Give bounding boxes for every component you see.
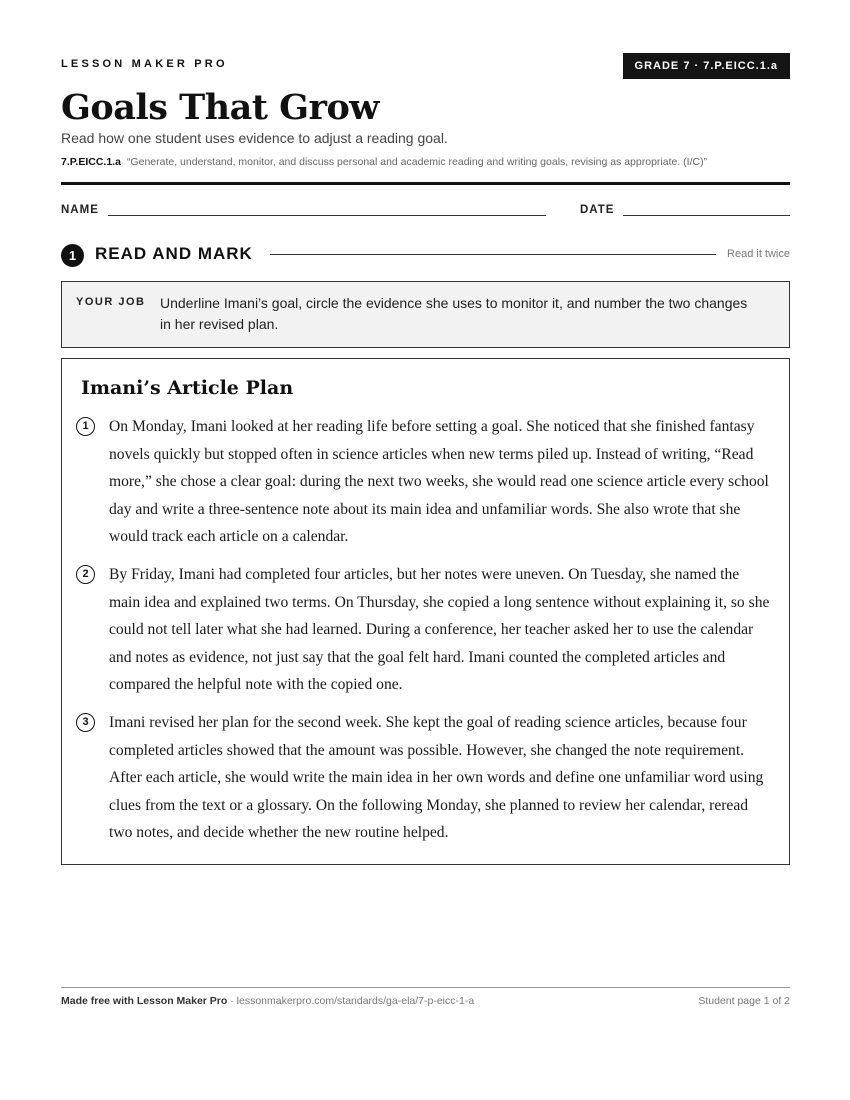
footer-page-number: Student page 1 of 2	[698, 995, 790, 1007]
page-subtitle: Read how one student uses evidence to adjust a reading goal.	[61, 130, 448, 146]
standard-text: “Generate, understand, monitor, and discuss personal and academic reading and writing goals, revising as appropriate. (I/C)”	[126, 156, 708, 168]
header-divider	[61, 182, 790, 185]
section-header	[61, 243, 790, 265]
footer-separator: ·	[227, 995, 237, 1007]
name-date-row	[61, 204, 790, 218]
section-number-badge: 1	[61, 244, 84, 267]
footer-url[interactable]: lessonmakerpro.com/standards/ga-ela/7-p-eicc-1-a	[236, 995, 475, 1007]
brand-name: LESSON MAKER PRO	[61, 58, 228, 70]
section-rule	[270, 254, 716, 255]
your-job-text: Underline Imani’s goal, circle the evidence she uses to monitor it, and number the two changes in her revised plan.	[160, 295, 748, 332]
top-bar	[61, 53, 790, 79]
standard-line	[61, 156, 790, 168]
worksheet-page	[61, 0, 790, 1100]
section-title: READ AND MARK	[95, 244, 253, 263]
your-job-box	[61, 281, 790, 348]
grade-badge: GRADE 7 · 7.P.EICC.1.a	[623, 53, 790, 79]
article-box	[61, 358, 790, 865]
name-label: NAME	[61, 204, 99, 216]
paragraph-number-3: 3	[76, 713, 95, 732]
paragraph-number-1: 1	[76, 417, 95, 436]
section-hint: Read it twice	[727, 248, 790, 260]
paragraph-text-1: On Monday, Imani looked at her reading life before setting a goal. She noticed that she finished fantasy novels quickly but stopped often in science articles when new terms piled up. Instead of writing, “Read more,” she chose a clear goal: during the next two weeks, she would read one science article every school day and write a three-sentence note about its main idea and unfamiliar words. She also wrote that she would track each article on a calendar.	[109, 418, 769, 545]
your-job-label: YOUR JOB	[76, 296, 146, 308]
footer-made-with: Made free with Lesson Maker Pro	[61, 995, 228, 1007]
name-field[interactable]	[108, 215, 546, 216]
standard-code: 7.P.EICC.1.a	[61, 156, 121, 168]
footer-credit	[61, 995, 474, 1007]
date-label: DATE	[580, 204, 615, 216]
paragraph-text-3: Imani revised her plan for the second week. She kept the goal of reading science articles, because four completed articles showed that the amount was possible. However, she changed the note requirement. After each article, she would write the main idea in her own words and define one unfamiliar word using clues from the text or a glossary. On the following Monday, she planned to review her calendar, reread two notes, and decide whether the new routine helped.	[109, 714, 764, 841]
article-title: Imani’s Article Plan	[81, 377, 294, 399]
date-field[interactable]	[623, 215, 790, 216]
footer-divider	[61, 987, 790, 988]
paragraph-number-2: 2	[76, 565, 95, 584]
paragraph-text-2: By Friday, Imani had completed four articles, but her notes were uneven. On Tuesday, she named the main idea and explained two terms. On Thursday, she copied a long sentence without explaining it, so she could not tell later what she had learned. During a conference, her teacher asked her to use the calendar and notes as evidence, not just say that the goal felt hard. Imani counted the completed articles and compared the helpful note with the copied one.	[109, 566, 770, 693]
page-title: Goals That Grow	[61, 87, 379, 128]
